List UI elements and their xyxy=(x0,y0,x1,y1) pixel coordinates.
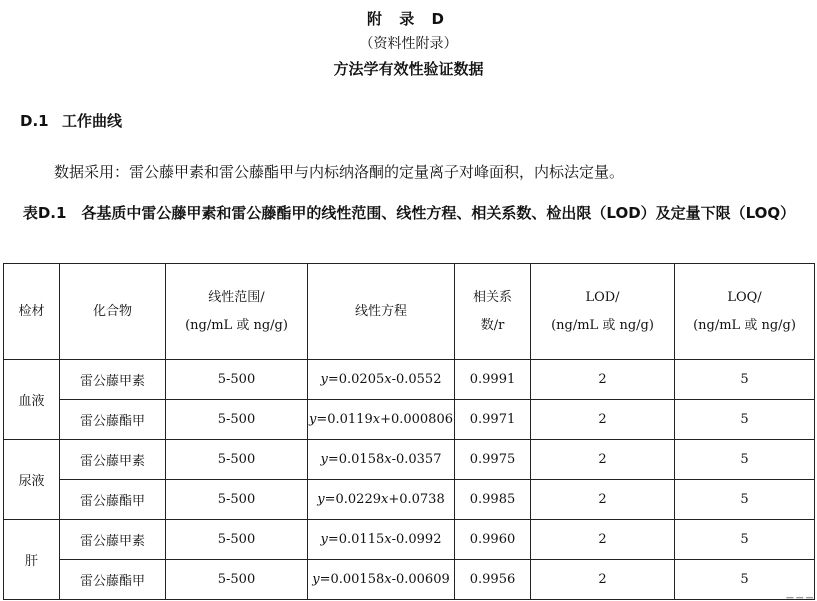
header-lod: LOD/ (ng/mL 或 ng/g) xyxy=(531,264,675,360)
section-title: 工作曲线 xyxy=(62,112,123,130)
table-row xyxy=(4,400,815,440)
header-correlation: 相关系 数/r xyxy=(455,264,531,360)
correlation-cell: 0.9960 xyxy=(455,520,531,560)
body-paragraph: 数据采用：雷公藤甲素和雷公藤酯甲与内标纳洛酮的定量离子对峰面积，内标法定量。 xyxy=(54,163,625,181)
compound-cell: 雷公藤甲素 xyxy=(60,440,166,480)
table-row xyxy=(4,440,815,480)
range-cell: 5-500 xyxy=(166,560,308,600)
loq-cell: 5 xyxy=(675,520,815,560)
equation-cell: y=0.0158x-0.0357 xyxy=(308,440,455,480)
lod-cell: 2 xyxy=(531,360,675,400)
correlation-cell: 0.9971 xyxy=(455,400,531,440)
compound-cell: 雷公藤酯甲 xyxy=(60,560,166,600)
header-range: 线性范围/ (ng/mL 或 ng/g) xyxy=(166,264,308,360)
table-caption: 表D.1 各基质中雷公藤甲素和雷公藤酯甲的线性范围、线性方程、相关系数、检出限（LOD）及定量下限（LOQ） xyxy=(22,204,796,222)
header-equation: 线性方程 xyxy=(308,264,455,360)
lod-cell: 2 xyxy=(531,520,675,560)
range-cell: 5-500 xyxy=(166,480,308,520)
lod-cell: 2 xyxy=(531,440,675,480)
section-heading xyxy=(20,110,122,131)
correlation-cell: 0.9975 xyxy=(455,440,531,480)
equation-cell: y=0.0119x+0.000806 xyxy=(308,400,455,440)
appendix-title: 附 录 D xyxy=(367,10,450,28)
compound-cell: 雷公藤酯甲 xyxy=(60,400,166,440)
table-row xyxy=(4,360,815,400)
table-row xyxy=(4,480,815,520)
loq-cell: 5 xyxy=(675,360,815,400)
equation-cell: y=0.0115x-0.0992 xyxy=(308,520,455,560)
loq-cell: 5 xyxy=(675,560,815,600)
lod-cell: 2 xyxy=(531,400,675,440)
table-row xyxy=(4,520,815,560)
range-cell: 5-500 xyxy=(166,520,308,560)
appendix-heading: 方法学有效性验证数据 xyxy=(333,60,484,78)
correlation-cell: 0.9956 xyxy=(455,560,531,600)
compound-cell: 雷公藤酯甲 xyxy=(60,480,166,520)
header-matrix: 检材 xyxy=(4,264,60,360)
table-header-row xyxy=(4,264,815,360)
table-row xyxy=(4,560,815,600)
loq-cell: 5 xyxy=(675,400,815,440)
range-cell: 5-500 xyxy=(166,440,308,480)
equation-cell: y=0.0205x-0.0552 xyxy=(308,360,455,400)
matrix-cell: 血液 xyxy=(4,360,60,440)
header-compound: 化合物 xyxy=(60,264,166,360)
range-cell: 5-500 xyxy=(166,400,308,440)
compound-cell: 雷公藤甲素 xyxy=(60,360,166,400)
compound-cell: 雷公藤甲素 xyxy=(60,520,166,560)
section-number: D.1 xyxy=(20,112,49,130)
correlation-cell: 0.9985 xyxy=(455,480,531,520)
appendix-subtitle: （资料性附录） xyxy=(359,36,458,52)
matrix-cell: 尿液 xyxy=(4,440,60,520)
validation-table xyxy=(3,263,815,600)
equation-cell: y=0.0229x+0.0738 xyxy=(308,480,455,520)
header-loq: LOQ/ (ng/mL 或 ng/g) xyxy=(675,264,815,360)
correlation-cell: 0.9991 xyxy=(455,360,531,400)
equation-cell: y=0.00158x-0.00609 xyxy=(308,560,455,600)
loq-cell: 5 xyxy=(675,440,815,480)
lod-cell: 2 xyxy=(531,480,675,520)
matrix-cell: 肝 xyxy=(4,520,60,600)
corner-watermark: ▁ ▁ ▁ xyxy=(786,589,813,599)
loq-cell: 5 xyxy=(675,480,815,520)
range-cell: 5-500 xyxy=(166,360,308,400)
lod-cell: 2 xyxy=(531,560,675,600)
